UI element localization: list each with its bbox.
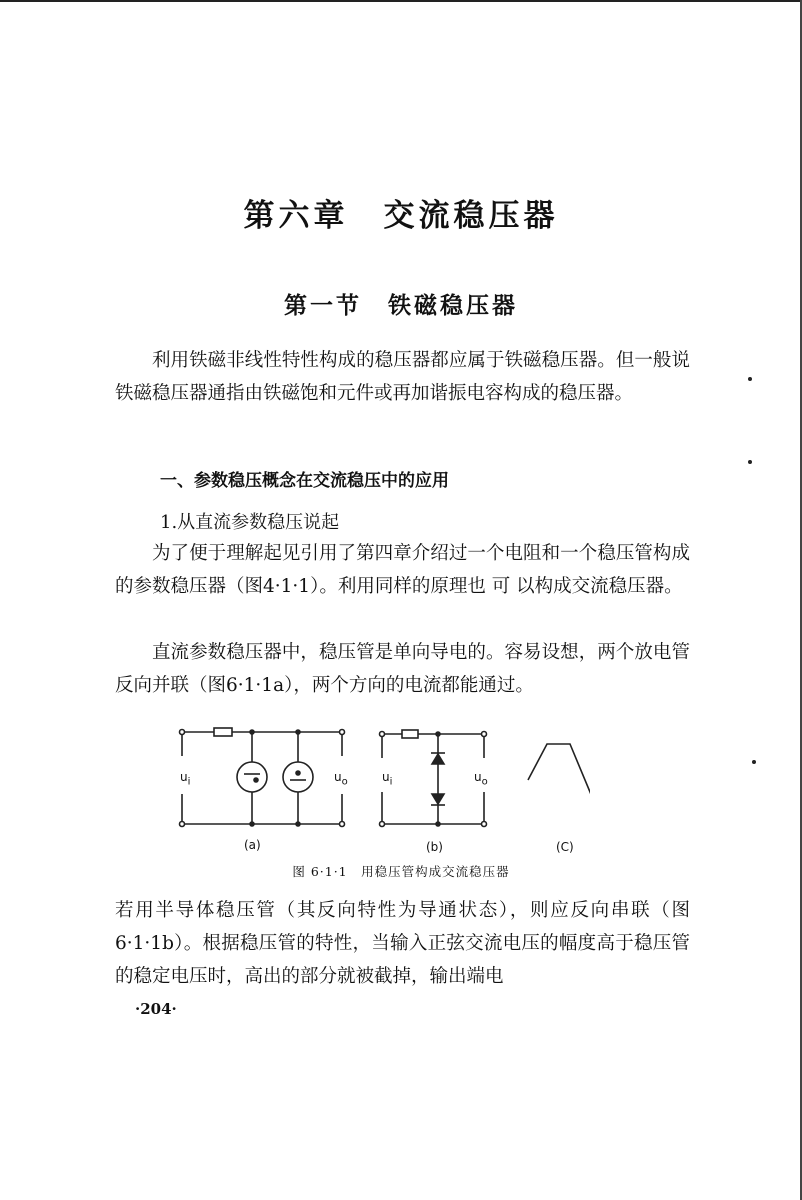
circuit-diagram: [170, 720, 590, 860]
paragraph-1: 利用铁磁非线性特性构成的稳压器都应属于铁磁稳压器。但一般说铁磁稳压器通指由铁磁饱和元件或再加谐振电容构成的稳压器。: [115, 350, 690, 404]
subheading-1: 1.从直流参数稳压说起: [160, 512, 340, 533]
scan-edge-top: [0, 0, 802, 2]
chapter-title: 第六章 交流稳压器: [243, 198, 559, 234]
zener-diode-2: [432, 794, 444, 804]
label-uo-b: $u_o$: [474, 770, 488, 788]
page-number: ·204·: [135, 1000, 177, 1018]
clipped-waveform: [528, 744, 590, 816]
circuit-figure: [170, 720, 590, 860]
discharge-tube-1: [237, 762, 267, 792]
scan-speck: [748, 377, 752, 381]
scan-speck: [748, 460, 752, 464]
circuit-a: [180, 728, 345, 827]
scan-speck: [752, 760, 756, 764]
label-b: (b): [426, 840, 443, 854]
section-title: 第一节 铁磁稳压器: [284, 292, 518, 319]
label-a: (a): [244, 838, 261, 852]
circuit-b: [380, 730, 487, 827]
heading-1: 一、参数稳压概念在交流稳压中的应用: [160, 471, 449, 491]
label-uo-a: $u_o$: [334, 770, 348, 788]
label-c: (C): [556, 840, 574, 854]
zener-diode-1: [432, 754, 444, 764]
label-ui-a: $u_i$: [180, 770, 191, 788]
figure-caption: 图 6·1·1 用稳压管构成交流稳压器: [292, 864, 510, 879]
discharge-tube-2: [283, 762, 313, 792]
label-ui-b: $u_i$: [382, 770, 393, 788]
paragraph-2: 为了便于理解起见引用了第四章介绍过一个电阻和一个稳压管构成的参数稳压器（图4·1·1）。利用同样的原理也 可 以构成交流稳压器。: [115, 543, 690, 597]
paragraph-4: 若用半导体稳压管（其反向特性为导通状态），则应反向串联（图6·1·1b）。根据稳压管的特性，当输入正弦交流电压的幅度高于稳压管的稳定电压时，高出的部分就被截掉，输出端电: [115, 900, 690, 987]
paragraph-3: 直流参数稳压器中，稳压管是单向导电的。容易设想，两个放电管反向并联（图6·1·1a），两个方向的电流都能通过。: [115, 642, 690, 696]
